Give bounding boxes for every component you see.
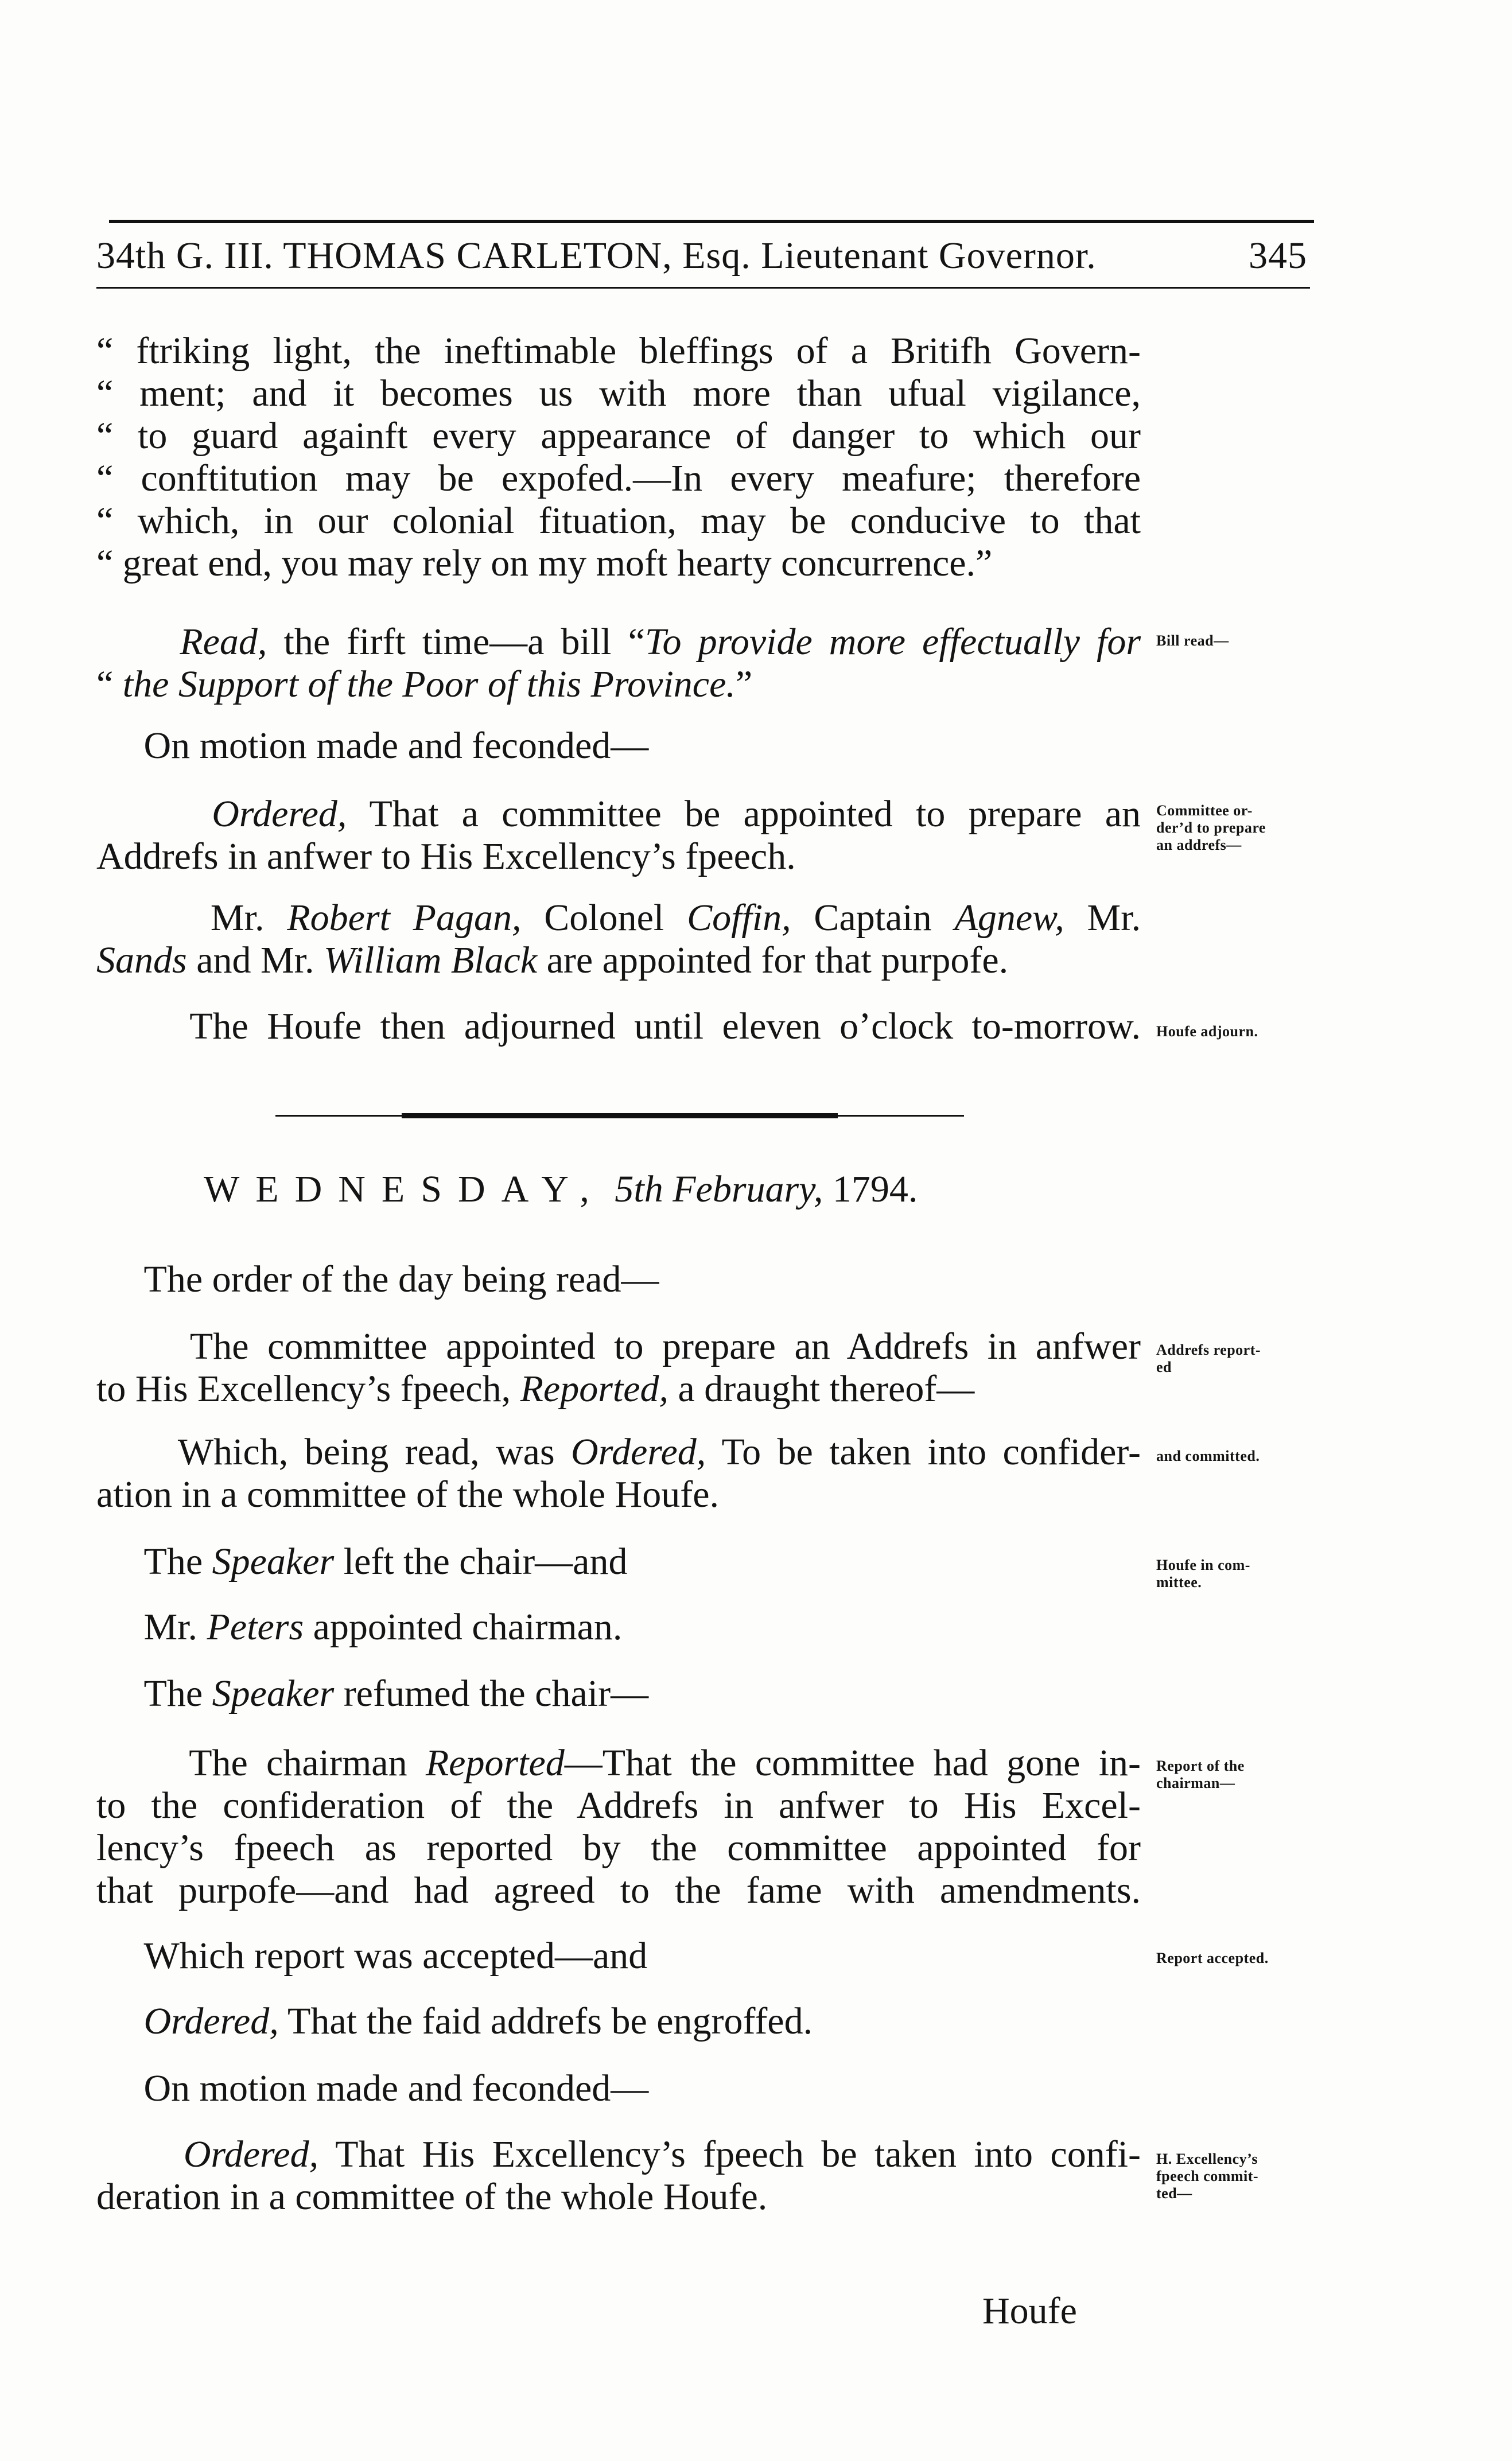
text-line: Addrefs in anfwer to His Excellency’s fpeech.	[96, 835, 796, 877]
quote-line: “ conftitution may be expofed.—In every meafure; therefore	[96, 457, 1141, 499]
margin-note-report-accepted: Report accepted.	[1156, 1950, 1269, 1966]
peters-chairman-paragraph: Mr. Peters appointed chairman.	[143, 1606, 623, 1648]
text-line: deration in a committee of the whole Houfe.	[96, 2176, 768, 2218]
quote-line: “ ment; and it becomes us with more than ufual vigilance,	[96, 372, 1141, 414]
running-header	[96, 234, 1307, 278]
margin-note-house-in-committee: Houfe in com- mittee.	[1156, 1557, 1250, 1591]
header-rule-bottom	[96, 287, 1310, 289]
text-line: lency’s fpeech as reported by the committee appointed for	[96, 1827, 1141, 1869]
text-line: Ordered, That His Excellency’s fpeech be taken into confi-	[183, 2133, 1141, 2175]
catchword: Houfe	[982, 2290, 1077, 2332]
margin-note-and-committed: and committed.	[1156, 1448, 1260, 1464]
quote-line: “ great end, you may rely on my moft hearty concurrence.”	[96, 542, 993, 584]
quote-line: “ ftriking light, the ineftimable bleffings of a Britifh Govern-	[96, 330, 1141, 372]
order-of-day-paragraph: The order of the day being read—	[143, 1258, 659, 1300]
text-line: to His Excellency’s fpeech, Reported, a draught thereof—	[96, 1368, 975, 1410]
text-line: to the confideration of the Addrefs in anfwer to His Excel-	[96, 1784, 1141, 1826]
text-line: Mr. Robert Pagan, Colonel Coffin, Captain Agnew, Mr.	[210, 897, 1141, 939]
text-line: The committee appointed to prepare an Addrefs in anfwer	[189, 1325, 1141, 1367]
text-line: Ordered, That a committee be appointed to prepare an	[212, 793, 1141, 835]
text-line: ation in a committee of the whole Houfe.	[96, 1474, 720, 1515]
bill-read-paragraph	[96, 621, 1141, 706]
report-accepted-paragraph: Which report was accepted—and	[143, 1935, 648, 1977]
engrossed-paragraph: Ordered, That the faid addrefs be engroffed.	[143, 2000, 813, 2042]
quote-line: “ which, in our colonial fituation, may be conducive to that	[96, 500, 1141, 542]
chairman-report-paragraph	[96, 1742, 1141, 1912]
margin-note-speech-committed: H. Excellency’s fpeech commit- ted—	[1156, 2151, 1259, 2202]
margin-note-bill-read: Bill read—	[1156, 632, 1229, 649]
committee-reported-paragraph	[96, 1325, 1141, 1410]
text-line: Which, being read, was Ordered, To be taken into confider-	[177, 1431, 1141, 1473]
motion-paragraph: On motion made and feconded—	[143, 725, 649, 767]
text-line: Sands and Mr. William Black are appointed for that purpofe.	[96, 939, 1009, 981]
speech-committed-paragraph	[96, 2133, 1141, 2218]
speaker-resumed-paragraph: The Speaker refumed the chair—	[143, 1673, 649, 1714]
text-line: The chairman Reported—That the committee had gone in-	[189, 1742, 1141, 1784]
text-line: that purpofe—and had agreed to the fame with amendments.	[96, 1869, 1141, 1911]
speaker-left-paragraph: The Speaker left the chair—and	[143, 1541, 628, 1583]
margin-note-address-reported: Addrefs report- ed	[1156, 1342, 1261, 1375]
text-line: “ the Support of the Poor of this Province.”	[96, 663, 753, 705]
members-paragraph	[96, 897, 1141, 982]
motion-paragraph: On motion made and feconded—	[143, 2067, 649, 2109]
day-heading: WEDNESDAY, 5th February, 1794.	[204, 1168, 918, 1210]
page-number: 345	[1249, 235, 1307, 277]
header-rule-top	[109, 220, 1314, 223]
header-title: 34th G. III. THOMAS CARLETON, Esq. Lieutenant Governor.	[96, 235, 1097, 277]
text-line: Read, the firft time—a bill “To provide more effectually for	[180, 621, 1141, 663]
adjourned-paragraph: The Houfe then adjourned until eleven o’clock to-morrow.	[189, 1005, 1141, 1047]
quote-line: “ to guard againft every appearance of danger to which our	[96, 415, 1141, 457]
margin-note-committee-ordered: Committee or- der’d to prepare an addrefs—	[1156, 802, 1266, 853]
ordered-committee-paragraph	[96, 793, 1141, 878]
speech-quote	[96, 330, 1141, 585]
section-divider-bold	[402, 1113, 838, 1118]
margin-note-report-of-chairman: Report of the chairman—	[1156, 1758, 1245, 1791]
margin-note-house-adjourns: Houfe adjourn.	[1156, 1023, 1258, 1040]
which-ordered-paragraph	[96, 1431, 1141, 1516]
